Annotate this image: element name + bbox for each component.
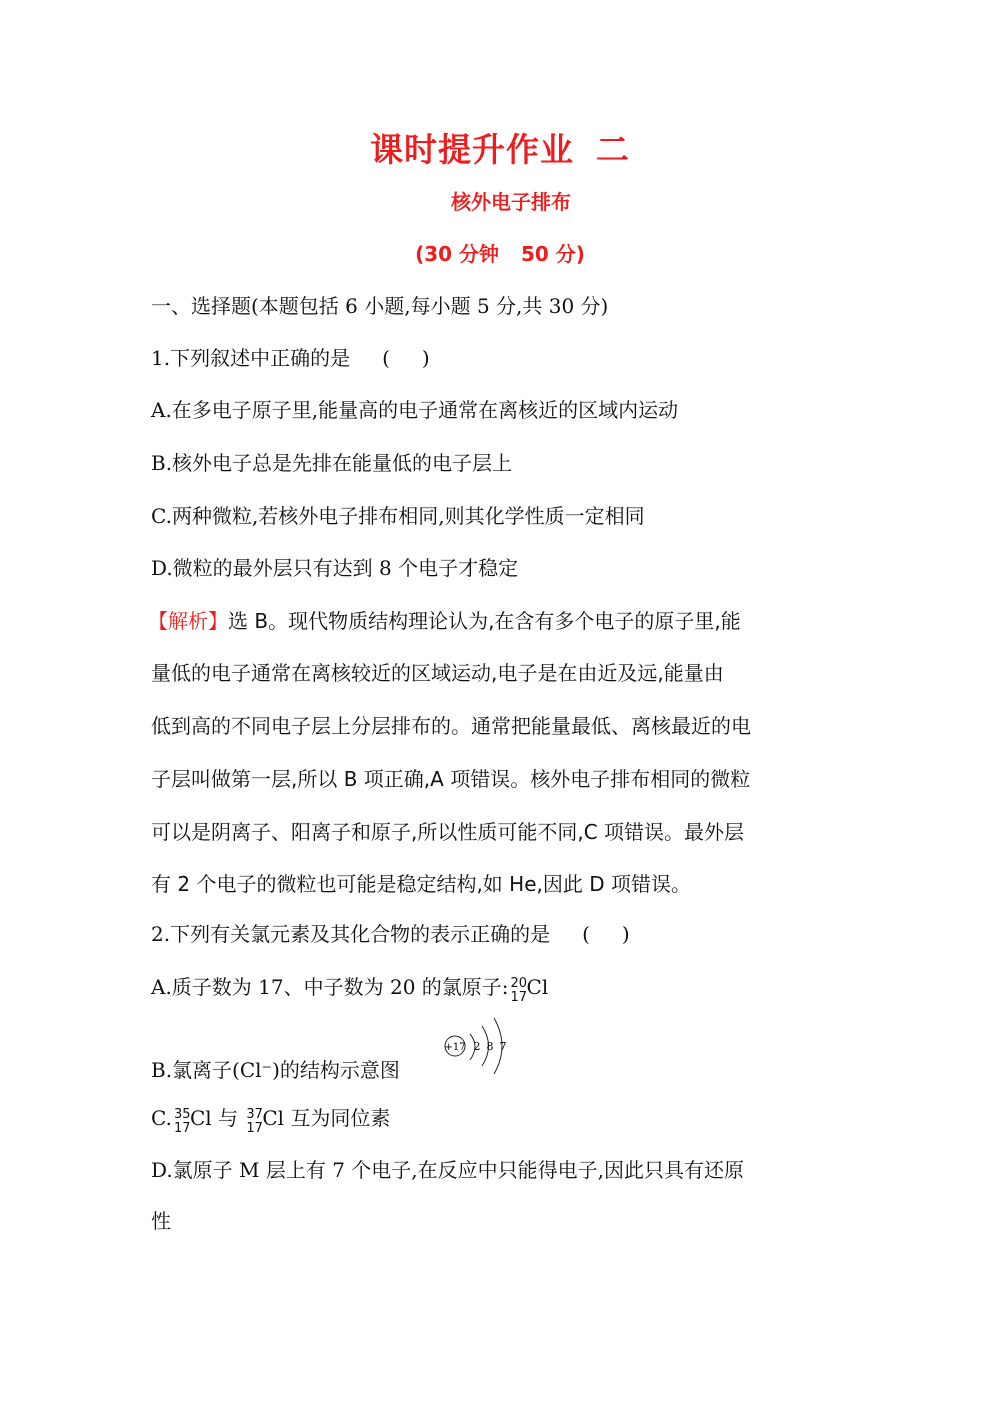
question-1-stem: 1.下列叙述中正确的是 ( ) xyxy=(151,346,430,370)
analysis-line-6: 有 2 个电子的微粒也可能是稳定结构,如 He,因此 D 项错误。 xyxy=(151,872,691,896)
svg-text:2: 2 xyxy=(473,1040,481,1053)
analysis-line-4: 子层叫做第一层,所以 B 项正确,A 项错误。核外电子排布相同的微粒 xyxy=(151,767,751,791)
svg-text:+17: +17 xyxy=(444,1042,466,1053)
question-2-option-d-line-1: D.氯原子 M 层上有 7 个电子,在反应中只能得电子,因此只具有还原 xyxy=(151,1158,745,1182)
analysis-tag: 【解析】 xyxy=(148,609,228,633)
section-heading: 一、选择题(本题包括 6 小题,每小题 5 分,共 30 分) xyxy=(151,294,609,318)
analysis-line-5: 可以是阴离子、阳离子和原子,所以性质可能不同,C 项错误。最外层 xyxy=(151,820,745,844)
question-2-stem: 2.下列有关氯元素及其化合物的表示正确的是 ( ) xyxy=(151,922,630,946)
question-2-option-c: C. 35 17 Cl 与 37 17 Cl 互为同位素 xyxy=(151,1106,391,1136)
question-2-option-b: B.氯离子(Cl⁻)的结构示意图 xyxy=(151,1058,400,1082)
question-1-option-a: A.在多电子原子里,能量高的电子通常在离核近的区域内运动 xyxy=(151,398,679,422)
total-score: 50 分) xyxy=(521,242,585,266)
title-text: 课时提升作业 xyxy=(370,130,574,169)
question-2-option-d-line-2: 性 xyxy=(151,1209,171,1233)
svg-text:7: 7 xyxy=(499,1040,507,1053)
page-title xyxy=(0,124,1000,171)
title-number: 二 xyxy=(596,130,630,169)
svg-text:8: 8 xyxy=(486,1040,494,1053)
time-limit: (30 分钟 xyxy=(415,242,499,266)
analysis-line-2: 量低的电子通常在离核较近的区域运动,电子是在由近及远,能量由 xyxy=(151,661,724,685)
analysis-line-1: 【解析】选 B。现代物质结构理论认为,在含有多个电子的原子里,能 xyxy=(148,609,741,633)
analysis-line-3: 低到高的不同电子层上分层排布的。通常把能量最低、离核最近的电 xyxy=(151,714,751,738)
page-subtitle: 核外电子排布 xyxy=(451,190,571,214)
question-1-option-b: B.核外电子总是先排在能量低的电子层上 xyxy=(151,451,513,475)
question-1-option-c: C.两种微粒,若核外电子排布相同,则其化学性质一定相同 xyxy=(151,504,645,528)
nuclide-notation: 20 17 xyxy=(510,976,528,1005)
question-2-option-a: A.质子数为 17、中子数为 20 的氯原子: 20 17 Cl xyxy=(151,975,549,1005)
ion-structure-diagram xyxy=(440,1016,520,1076)
time-score xyxy=(0,238,1000,267)
question-1-option-d: D.微粒的最外层只有达到 8 个电子才稳定 xyxy=(151,556,519,580)
